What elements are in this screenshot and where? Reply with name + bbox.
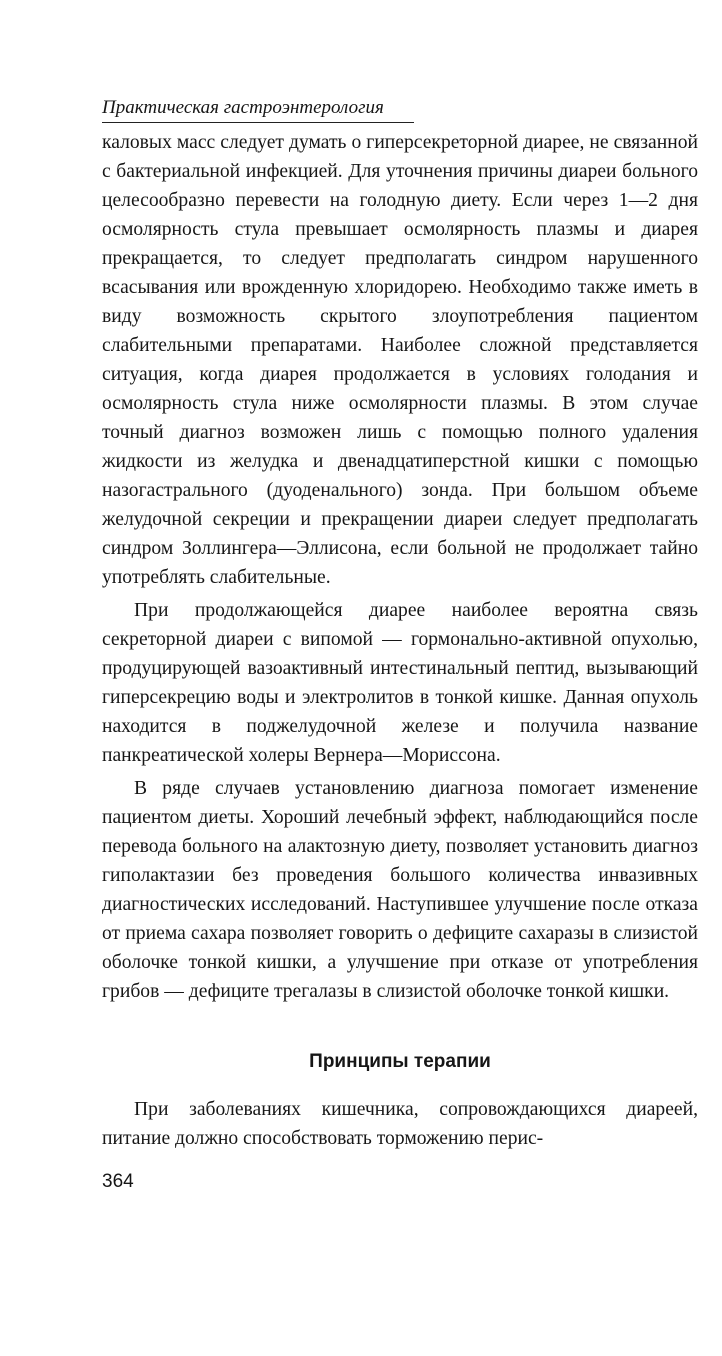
body-text <box>102 128 698 1006</box>
paragraph-continued: каловых масс следует думать о гиперсекреторной диарее, не связанной с бактериальной инфекцией. Для уточнения причины диареи больного целесообразно перевести на голодную диету. Если через 1—2 дня осмолярность стула превышает осмолярность плазмы и диарея прекращается, то следует предполагать синдром нарушенного всасывания или врожденную хлоридорею. Необходимо также иметь в виду возможность скрытого злоупотребления пациентом слабительными препаратами. Наиболее сложной представляется ситуация, когда диарея продолжается в условиях голодания и осмолярность стула ниже осмолярности плазмы. В этом случае точный диагноз возможен лишь с помощью полного удаления жидкости из желудка и двенадцатиперстной кишки с помощью назогастрального (дуоденального) зонда. При большом объеме желудочной секреции и прекращении диареи следует предполагать синдром Золлингера—Эллисона, если больной не продолжает тайно употреблять слабительные. <box>102 132 698 588</box>
paragraph: При продолжающейся диарее наиболее вероятна связь секреторной диареи с випомой — гормонально-активной опухолью, продуцирующей вазоактивный интестинальный пептид, вызывающий гиперсекрецию воды и электролитов в тонкой кишке. Данная опухоль находится в поджелудочной железе и получила название панкреатической холеры Вернера—Мориссона. <box>102 600 698 766</box>
section-heading: Принципы терапии <box>309 1051 491 1072</box>
paragraph: В ряде случаев установлению диагноза помогает изменение пациентом диеты. Хороший лечебный эффект, наблюдающийся после перевода больного на алактозную диету, позволяет установить диагноз гиполактазии без проведения большого количества инвазивных диагностических исследований. Наступившее улучшение после отказа от приема сахара позволяет говорить о дефиците сахаразы в слизистой оболочке тонкой кишки, а улучшение при отказе от употребления грибов — дефиците трегалазы в слизистой оболочке тонкой кишки. <box>102 778 698 1002</box>
section-body-text <box>102 1095 698 1153</box>
paragraph: При заболеваниях кишечника, сопровождающихся диареей, питание должно способствовать торможению перис- <box>102 1099 698 1149</box>
running-head: Практическая гастроэнтерология <box>102 97 414 123</box>
page-number: 364 <box>102 1171 134 1192</box>
